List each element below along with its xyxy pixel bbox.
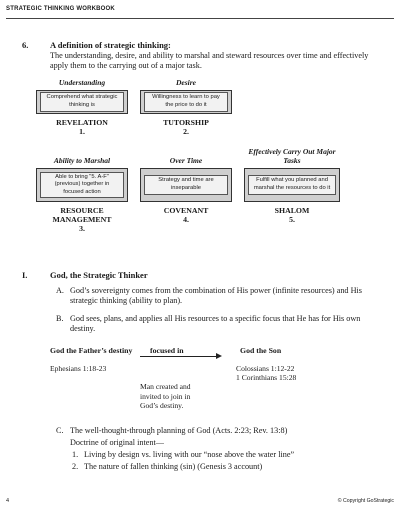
- page-number: 4: [6, 498, 10, 504]
- section6-text: The understanding, desire, and ability to marshal and steward resources over time and effectively apply them to the carrying out of a major task.: [50, 51, 369, 71]
- sectionI-number: I.: [22, 270, 28, 280]
- sub-item-text: The nature of fallen thinking (sin) (Genesis 3 account): [84, 462, 263, 471]
- point-marker: A.: [56, 286, 64, 295]
- center-note: Man created and invited to join in God’s destiny.: [140, 382, 191, 410]
- ref-colossians: Colossians 1:12-22: [236, 364, 295, 373]
- box-caption: Ability to Marshal: [53, 156, 111, 165]
- point-text: God sees, plans, and applies all His resources to a specific focus that He has for His own destiny.: [70, 314, 361, 334]
- section6-title: A definition of strategic thinking:: [50, 40, 171, 50]
- box-label: COVENANT: [163, 206, 209, 215]
- box-number: 2.: [183, 127, 189, 136]
- box-number: 5.: [289, 215, 295, 224]
- box-text: Fulfill what you planned and marshal the resources to do it: [248, 175, 336, 194]
- box-frame: [244, 168, 340, 202]
- flow-middle: focused in: [150, 346, 184, 355]
- box-label: REVELATION: [56, 118, 108, 127]
- box-number: 4.: [183, 215, 189, 224]
- running-header: STRATEGIC THINKING WORKBOOK: [6, 6, 115, 12]
- point-marker: C.: [56, 426, 64, 435]
- sub-item-text: Living by design vs. living with our “nose above the water line”: [84, 450, 295, 459]
- box-text: Willingness to learn to pay the price to do it: [144, 92, 228, 111]
- box-caption: Understanding: [58, 78, 106, 87]
- box-effectively-carry-out: [244, 147, 340, 224]
- box-number: 1.: [79, 127, 85, 136]
- doctrine-line: Doctrine of original intent—: [70, 438, 164, 447]
- box-frame: [140, 168, 232, 202]
- sectionI-title: God, the Strategic Thinker: [50, 270, 148, 280]
- point-A: [56, 286, 372, 308]
- box-text: Comprehend what strategic thinking is: [40, 92, 124, 111]
- box-number: 3.: [79, 224, 85, 233]
- box-label: RESOURCE MANAGEMENT: [52, 206, 112, 224]
- ref-corinthians: 1 Corinthians 15:28: [236, 373, 297, 382]
- box-ability-to-marshal: [36, 147, 128, 233]
- header-rule: [6, 18, 394, 19]
- point-C: [56, 426, 372, 438]
- box-frame: [36, 168, 128, 202]
- box-text: Able to bring "5. A-F" (previous) together in focused action: [40, 172, 124, 199]
- point-text: The well-thought-through planning of God (Acts. 2:23; Rev. 13:8): [70, 426, 288, 435]
- section6-number: 6.: [22, 40, 29, 50]
- box-understanding: [36, 78, 128, 136]
- box-over-time: [140, 147, 232, 224]
- copyright: © Copyright GoStrategic: [337, 498, 394, 504]
- box-label: SHALOM: [274, 206, 310, 215]
- box-frame: [140, 90, 232, 114]
- arrow-right-icon: [216, 353, 222, 359]
- box-desire: [140, 78, 232, 136]
- sub-item-marker: 2.: [72, 462, 79, 471]
- ref-ephesians: Ephesians 1:18-23: [50, 364, 107, 373]
- point-B: [56, 314, 372, 336]
- box-text: Strategy and time are inseparable: [144, 175, 228, 194]
- point-text: God’s sovereignty comes from the combination of His power (infinite resources) and His strategic thinking (ability to plan).: [70, 286, 362, 306]
- sub-item-1: [72, 450, 372, 462]
- box-caption: Over Time: [169, 156, 203, 165]
- box-frame: [36, 90, 128, 114]
- point-marker: B.: [56, 314, 64, 323]
- flow-arrow-line: [140, 356, 217, 357]
- sub-item-marker: 1.: [72, 450, 79, 459]
- box-caption: Effectively Carry Out Major Tasks: [248, 147, 336, 165]
- box-label: TUTORSHIP: [163, 118, 209, 127]
- box-caption: Desire: [176, 78, 196, 87]
- flow-right: God the Son: [240, 346, 282, 355]
- sub-item-2: [72, 462, 372, 474]
- flow-left: God the Father’s destiny: [50, 346, 133, 355]
